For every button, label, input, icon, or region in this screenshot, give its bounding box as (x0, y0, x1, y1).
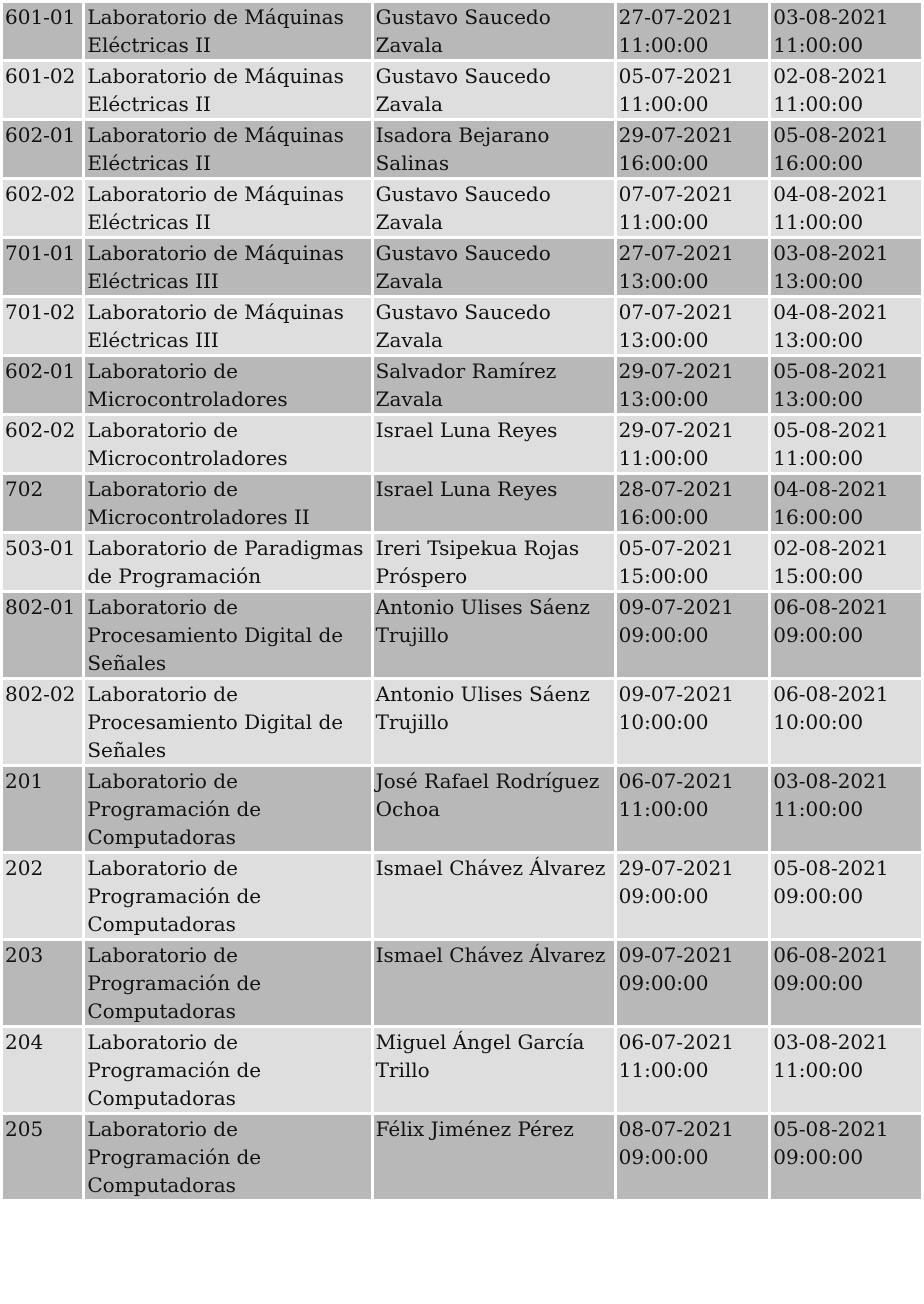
table-row (3, 3, 921, 59)
teacher-cell: José Rafael Rodríguez Ochoa (374, 767, 614, 851)
group-cell: 602-02 (3, 416, 82, 472)
subject-cell: Laboratorio de Microcontroladores (85, 416, 370, 472)
schedule-table-body (3, 3, 921, 1199)
teacher-cell: Félix Jiménez Pérez (374, 1115, 614, 1199)
group-cell: 602-01 (3, 121, 82, 177)
table-row (3, 121, 921, 177)
table-row (3, 534, 921, 590)
group-cell: 602-02 (3, 180, 82, 236)
start-date-cell: 06-07-2021 11:00:00 (617, 767, 769, 851)
subject-cell: Laboratorio de Programación de Computadoras (85, 854, 370, 938)
end-date-cell: 03-08-2021 11:00:00 (771, 1028, 921, 1112)
start-date-cell: 07-07-2021 11:00:00 (617, 180, 769, 236)
start-date-cell: 29-07-2021 09:00:00 (617, 854, 769, 938)
teacher-cell: Gustavo Saucedo Zavala (374, 239, 614, 295)
end-date-cell: 06-08-2021 09:00:00 (771, 941, 921, 1025)
subject-cell: Laboratorio de Procesamiento Digital de Señales (85, 680, 370, 764)
start-date-cell: 05-07-2021 15:00:00 (617, 534, 769, 590)
end-date-cell: 05-08-2021 09:00:00 (771, 1115, 921, 1199)
subject-cell: Laboratorio de Programación de Computadoras (85, 767, 370, 851)
end-date-cell: 05-08-2021 13:00:00 (771, 357, 921, 413)
subject-cell: Laboratorio de Máquinas Eléctricas II (85, 121, 370, 177)
teacher-cell: Israel Luna Reyes (374, 416, 614, 472)
group-cell: 702 (3, 475, 82, 531)
end-date-cell: 02-08-2021 15:00:00 (771, 534, 921, 590)
subject-cell: Laboratorio de Máquinas Eléctricas III (85, 298, 370, 354)
start-date-cell: 08-07-2021 09:00:00 (617, 1115, 769, 1199)
end-date-cell: 03-08-2021 13:00:00 (771, 239, 921, 295)
subject-cell: Laboratorio de Programación de Computadoras (85, 1115, 370, 1199)
table-row (3, 767, 921, 851)
teacher-cell: Ismael Chávez Álvarez (374, 854, 614, 938)
end-date-cell: 05-08-2021 16:00:00 (771, 121, 921, 177)
start-date-cell: 29-07-2021 13:00:00 (617, 357, 769, 413)
group-cell: 203 (3, 941, 82, 1025)
end-date-cell: 05-08-2021 09:00:00 (771, 854, 921, 938)
group-cell: 204 (3, 1028, 82, 1112)
start-date-cell: 29-07-2021 16:00:00 (617, 121, 769, 177)
subject-cell: Laboratorio de Paradigmas de Programación (85, 534, 370, 590)
end-date-cell: 06-08-2021 10:00:00 (771, 680, 921, 764)
subject-cell: Laboratorio de Máquinas Eléctricas II (85, 62, 370, 118)
teacher-cell: Gustavo Saucedo Zavala (374, 180, 614, 236)
teacher-cell: Ireri Tsipekua Rojas Próspero (374, 534, 614, 590)
subject-cell: Laboratorio de Microcontroladores (85, 357, 370, 413)
teacher-cell: Gustavo Saucedo Zavala (374, 3, 614, 59)
group-cell: 205 (3, 1115, 82, 1199)
end-date-cell: 05-08-2021 11:00:00 (771, 416, 921, 472)
teacher-cell: Gustavo Saucedo Zavala (374, 298, 614, 354)
group-cell: 802-01 (3, 593, 82, 677)
table-row (3, 298, 921, 354)
subject-cell: Laboratorio de Máquinas Eléctricas II (85, 3, 370, 59)
teacher-cell: Gustavo Saucedo Zavala (374, 62, 614, 118)
teacher-cell: Miguel Ángel García Trillo (374, 1028, 614, 1112)
subject-cell: Laboratorio de Procesamiento Digital de Señales (85, 593, 370, 677)
end-date-cell: 04-08-2021 13:00:00 (771, 298, 921, 354)
table-row (3, 1115, 921, 1199)
table-row (3, 941, 921, 1025)
end-date-cell: 02-08-2021 11:00:00 (771, 62, 921, 118)
table-row (3, 593, 921, 677)
start-date-cell: 27-07-2021 11:00:00 (617, 3, 769, 59)
table-row (3, 357, 921, 413)
end-date-cell: 03-08-2021 11:00:00 (771, 3, 921, 59)
group-cell: 201 (3, 767, 82, 851)
group-cell: 802-02 (3, 680, 82, 764)
teacher-cell: Antonio Ulises Sáenz Trujillo (374, 593, 614, 677)
table-row (3, 416, 921, 472)
start-date-cell: 28-07-2021 16:00:00 (617, 475, 769, 531)
teacher-cell: Isadora Bejarano Salinas (374, 121, 614, 177)
table-row (3, 239, 921, 295)
start-date-cell: 05-07-2021 11:00:00 (617, 62, 769, 118)
start-date-cell: 09-07-2021 09:00:00 (617, 593, 769, 677)
teacher-cell: Israel Luna Reyes (374, 475, 614, 531)
start-date-cell: 06-07-2021 11:00:00 (617, 1028, 769, 1112)
group-cell: 503-01 (3, 534, 82, 590)
table-row (3, 680, 921, 764)
teacher-cell: Salvador Ramírez Zavala (374, 357, 614, 413)
table-row (3, 62, 921, 118)
end-date-cell: 04-08-2021 16:00:00 (771, 475, 921, 531)
end-date-cell: 04-08-2021 11:00:00 (771, 180, 921, 236)
start-date-cell: 29-07-2021 11:00:00 (617, 416, 769, 472)
group-cell: 701-02 (3, 298, 82, 354)
group-cell: 602-01 (3, 357, 82, 413)
group-cell: 601-02 (3, 62, 82, 118)
subject-cell: Laboratorio de Programación de Computadoras (85, 1028, 370, 1112)
start-date-cell: 07-07-2021 13:00:00 (617, 298, 769, 354)
subject-cell: Laboratorio de Microcontroladores II (85, 475, 370, 531)
group-cell: 202 (3, 854, 82, 938)
teacher-cell: Antonio Ulises Sáenz Trujillo (374, 680, 614, 764)
teacher-cell: Ismael Chávez Álvarez (374, 941, 614, 1025)
table-row (3, 475, 921, 531)
subject-cell: Laboratorio de Máquinas Eléctricas II (85, 180, 370, 236)
end-date-cell: 03-08-2021 11:00:00 (771, 767, 921, 851)
group-cell: 601-01 (3, 3, 82, 59)
subject-cell: Laboratorio de Máquinas Eléctricas III (85, 239, 370, 295)
start-date-cell: 09-07-2021 10:00:00 (617, 680, 769, 764)
start-date-cell: 27-07-2021 13:00:00 (617, 239, 769, 295)
group-cell: 701-01 (3, 239, 82, 295)
subject-cell: Laboratorio de Programación de Computadoras (85, 941, 370, 1025)
table-row (3, 854, 921, 938)
start-date-cell: 09-07-2021 09:00:00 (617, 941, 769, 1025)
table-row (3, 1028, 921, 1112)
end-date-cell: 06-08-2021 09:00:00 (771, 593, 921, 677)
table-row (3, 180, 921, 236)
